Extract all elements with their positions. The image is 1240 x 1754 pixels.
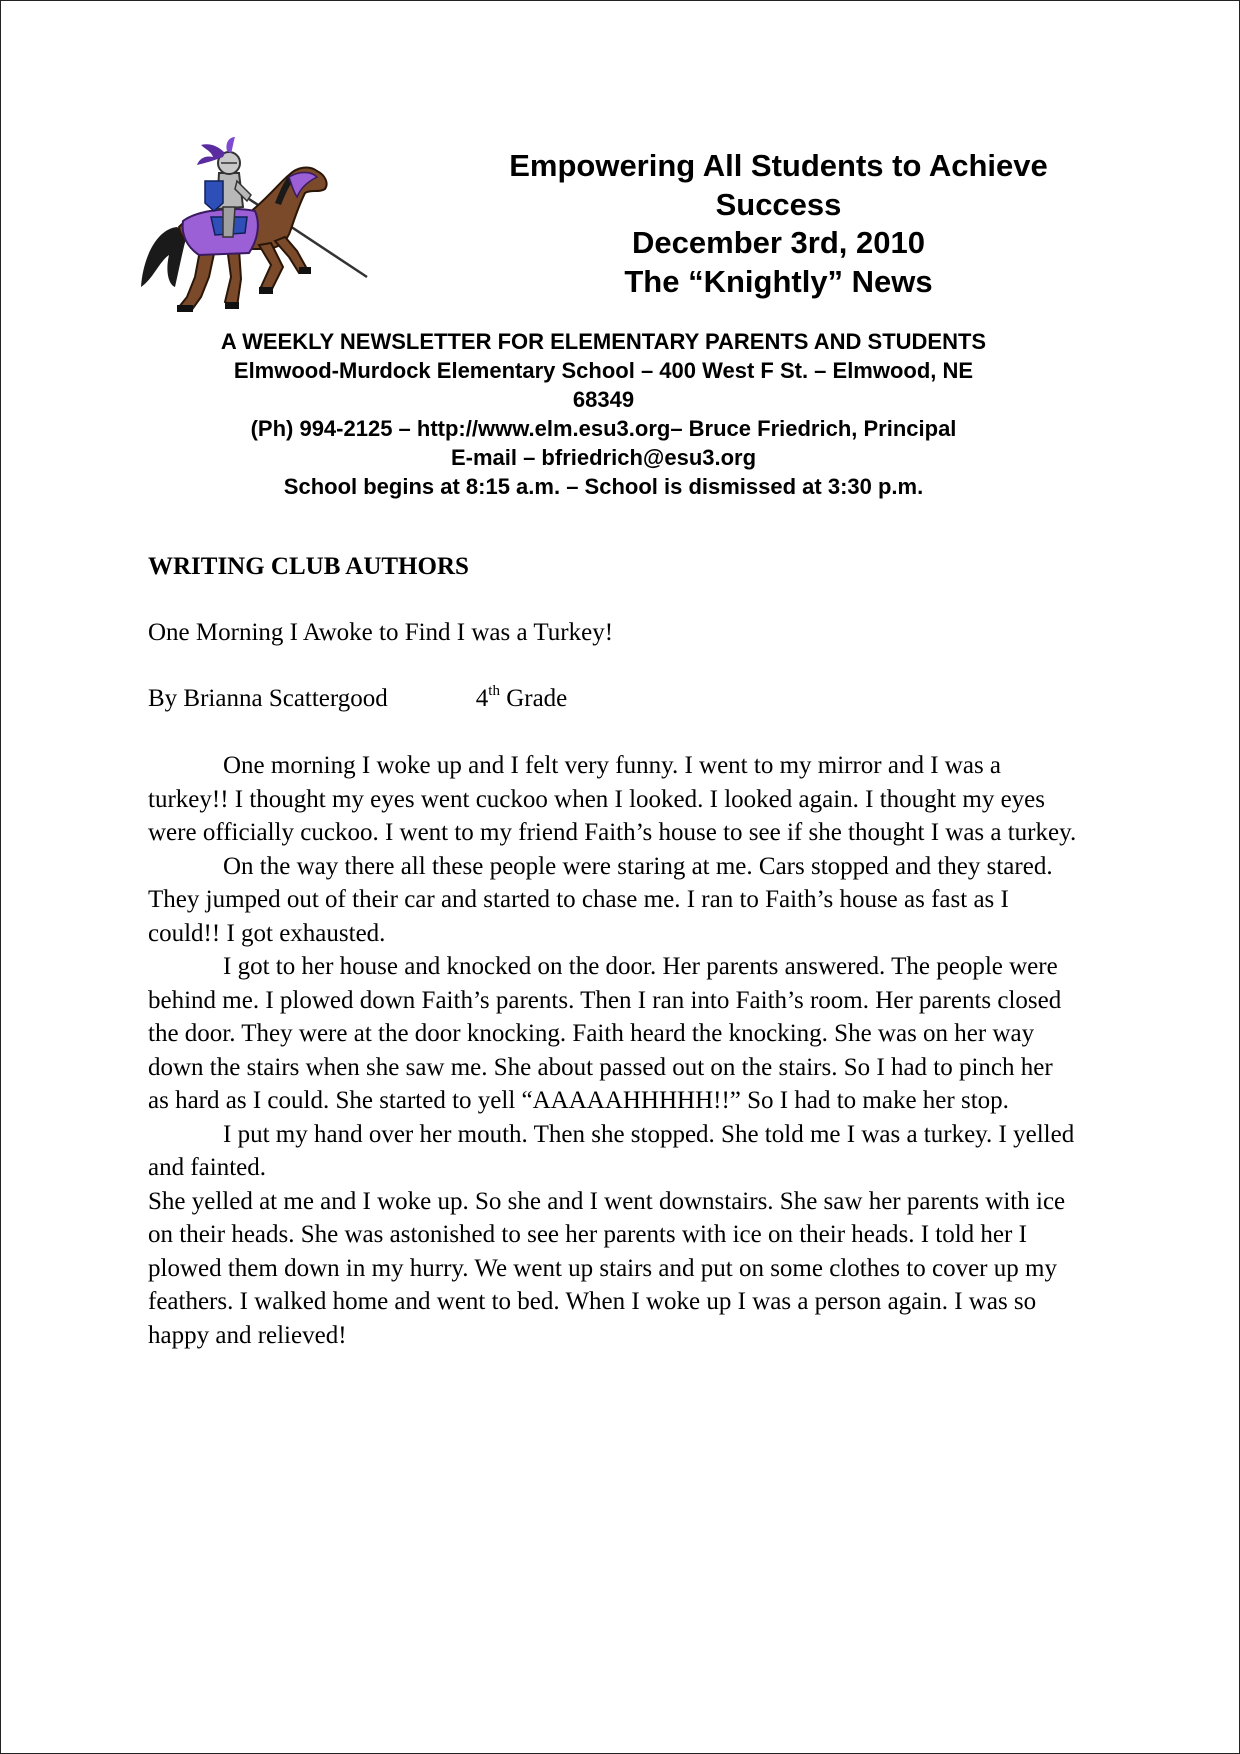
author-grade: 4th Grade (475, 683, 568, 712)
story-paragraph: One morning I woke up and I felt very funny. I went to my mirror and I was a turkey!! I thought my eyes went cuckoo when I looked. I looked again. I thought my eyes were officially cuckoo. I went to my friend Faith’s house to see if she thought I was a turkey. (148, 752, 1077, 846)
info-line-newsletter: A WEEKLY NEWSLETTER FOR ELEMENTARY PARENTS AND STUDENTS (220, 329, 987, 354)
byline (148, 683, 1078, 715)
title-line-date: December 3rd, 2010 (632, 225, 925, 260)
info-line-hours: School begins at 8:15 a.m. – School is dismissed at 3:30 p.m. (283, 474, 924, 499)
info-line-phone: (Ph) 994-2125 – http://www.elm.esu3.org– Bruce Friedrich, Principal (250, 416, 957, 441)
knight-on-horse-logo (139, 137, 379, 322)
story-paragraph: On the way there all these people were staring at me. Cars stopped and they stared. They jumped out of their car and started to chase me. I ran to Faith’s house as fast as I could!! I got exhausted. (148, 852, 1053, 947)
title-line-motto: Empowering All Students to Achieve (509, 148, 1048, 183)
info-line-zip: 68349 (572, 387, 635, 412)
info-line-address: Elmwood-Murdock Elementary School – 400 West F St. – Elmwood, NE (233, 358, 974, 383)
story-title: One Morning I Awoke to Find I was a Turkey! (148, 619, 614, 646)
story-paragraph: I put my hand over her mouth. Then she stopped. She told me I was a turkey. I yelled and fainted. (148, 1120, 1075, 1181)
school-info (141, 327, 1066, 501)
story-body (148, 749, 1078, 1352)
title-line-name: The “Knightly” News (624, 263, 933, 299)
story-paragraph: I got to her house and knocked on the door. Her parents answered. The people were behind me. I plowed down Faith’s parents. Then I ran into Faith’s room. Her parents closed the door. They were at the door knocking. Faith heard the knocking. She was on her way down the stairs when she saw me. She about passed out on the stairs. So I had to pinch her as hard as I could. She started to yell “AAAAAHHHHH!!” So I had to make her stop. (148, 953, 1062, 1114)
title-line-motto-cont: Success (715, 186, 842, 222)
section-heading: WRITING CLUB AUTHORS (148, 553, 469, 580)
info-line-email: E-mail – bfriedrich@esu3.org (450, 445, 757, 470)
newsletter-title (451, 147, 1106, 301)
author-name: By Brianna Scattergood (148, 685, 388, 712)
story-paragraph: She yelled at me and I woke up. So she and I went downstairs. She saw her parents with ice on their heads. She was astonished to see her parents with ice on their heads. I told her I plowed them down in my hurry. We went up stairs and put on some clothes to cover up my feathers. I walked home and went to bed. When I woke up I was a person again. I was so happy and relieved! (148, 1187, 1066, 1349)
main-content (148, 551, 1078, 1352)
